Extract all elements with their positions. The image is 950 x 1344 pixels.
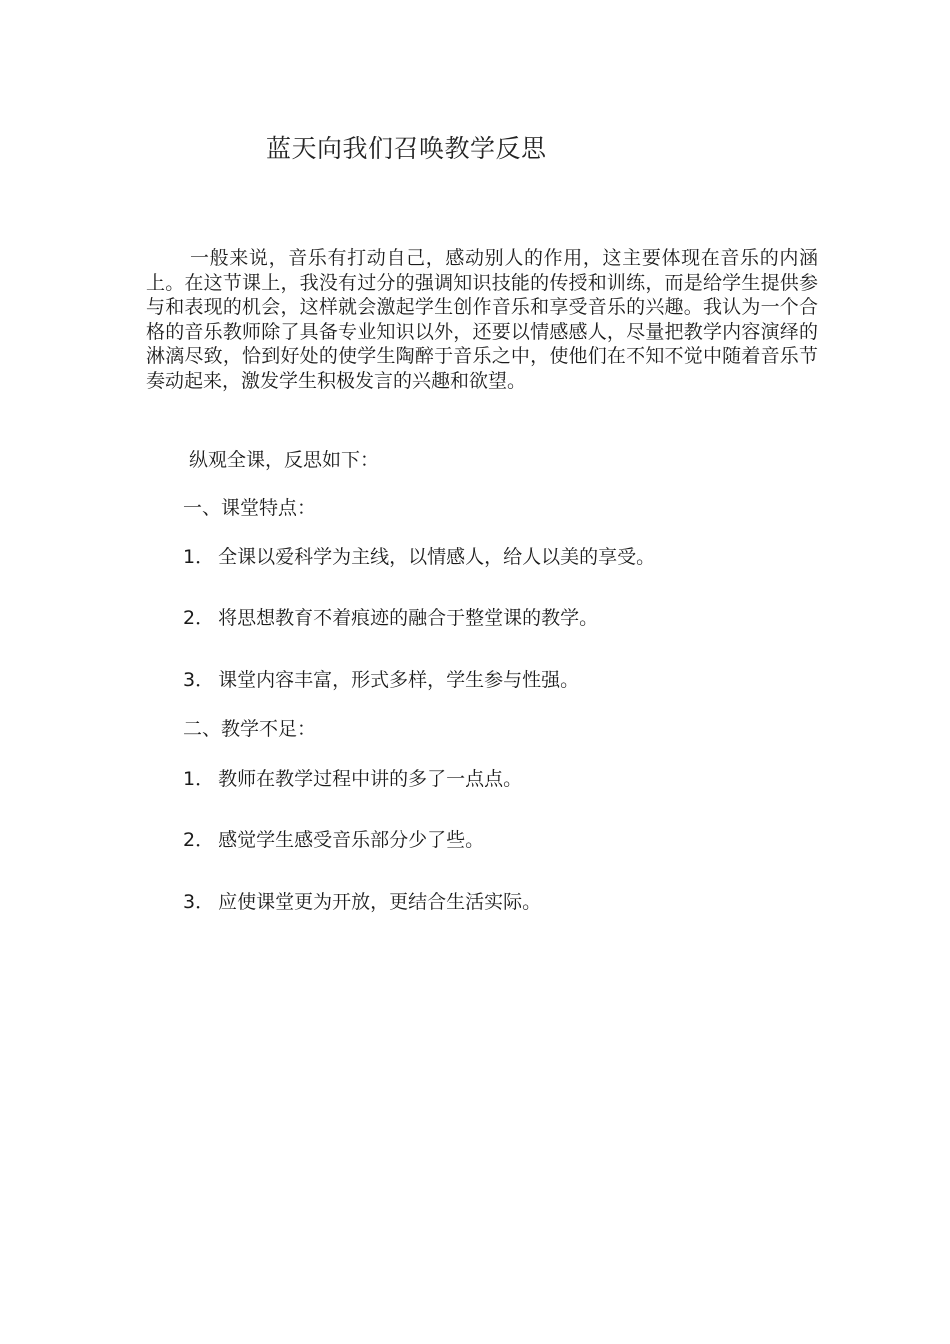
list-item <box>183 668 579 692</box>
list-item-text: 将思想教育不着痕迹的融合于整堂课的教学。 <box>218 607 599 629</box>
list-item <box>183 545 655 569</box>
list-item-number: 3． <box>183 669 215 691</box>
page-title: 蓝天向我们召唤教学反思 <box>266 134 547 163</box>
section-heading-shortcomings: 二、教学不足： <box>183 718 317 740</box>
list-item-text: 全课以爱科学为主线，以情感人，给人以美的享受。 <box>218 546 656 568</box>
list-item-text: 课堂内容丰富，形式多样，学生参与性强。 <box>218 669 580 691</box>
list-item <box>183 767 522 791</box>
list-item <box>183 890 541 914</box>
list-item-text: 应使课堂更为开放，更结合生活实际。 <box>218 891 542 913</box>
list-item-number: 3． <box>183 891 215 913</box>
section-heading-features: 一、课堂特点： <box>183 497 317 519</box>
list-item-text: 教师在教学过程中讲的多了一点点。 <box>218 768 523 790</box>
list-item <box>183 828 484 852</box>
list-item-number: 1． <box>183 546 215 568</box>
list-item-text: 感觉学生感受音乐部分少了些。 <box>218 829 485 851</box>
list-item <box>183 606 598 630</box>
intro-paragraph: 一般来说，音乐有打动自己，感动别人的作用，这主要体现在音乐的内涵上。在这节课上，我没有过分的强调知识技能的传授和训练，而是给学生提供参与和表现的机会，这样就会激起学生创作音乐和享受音乐的兴趣。我认为一个合格的音乐教师除了具备专业知识以外，还要以情感感人，尽量把教学内容演绎的淋漓尽致，恰到好处的使学生陶醉于音乐之中，使他们在不知不觉中随着音乐节奏动起来，激发学生积极发言的兴趣和欲望。 <box>146 247 818 392</box>
list-item-number: 2． <box>183 829 215 851</box>
summary-line: 纵观全课，反思如下： <box>189 449 380 471</box>
list-item-number: 2． <box>183 607 215 629</box>
list-item-number: 1． <box>183 768 215 790</box>
